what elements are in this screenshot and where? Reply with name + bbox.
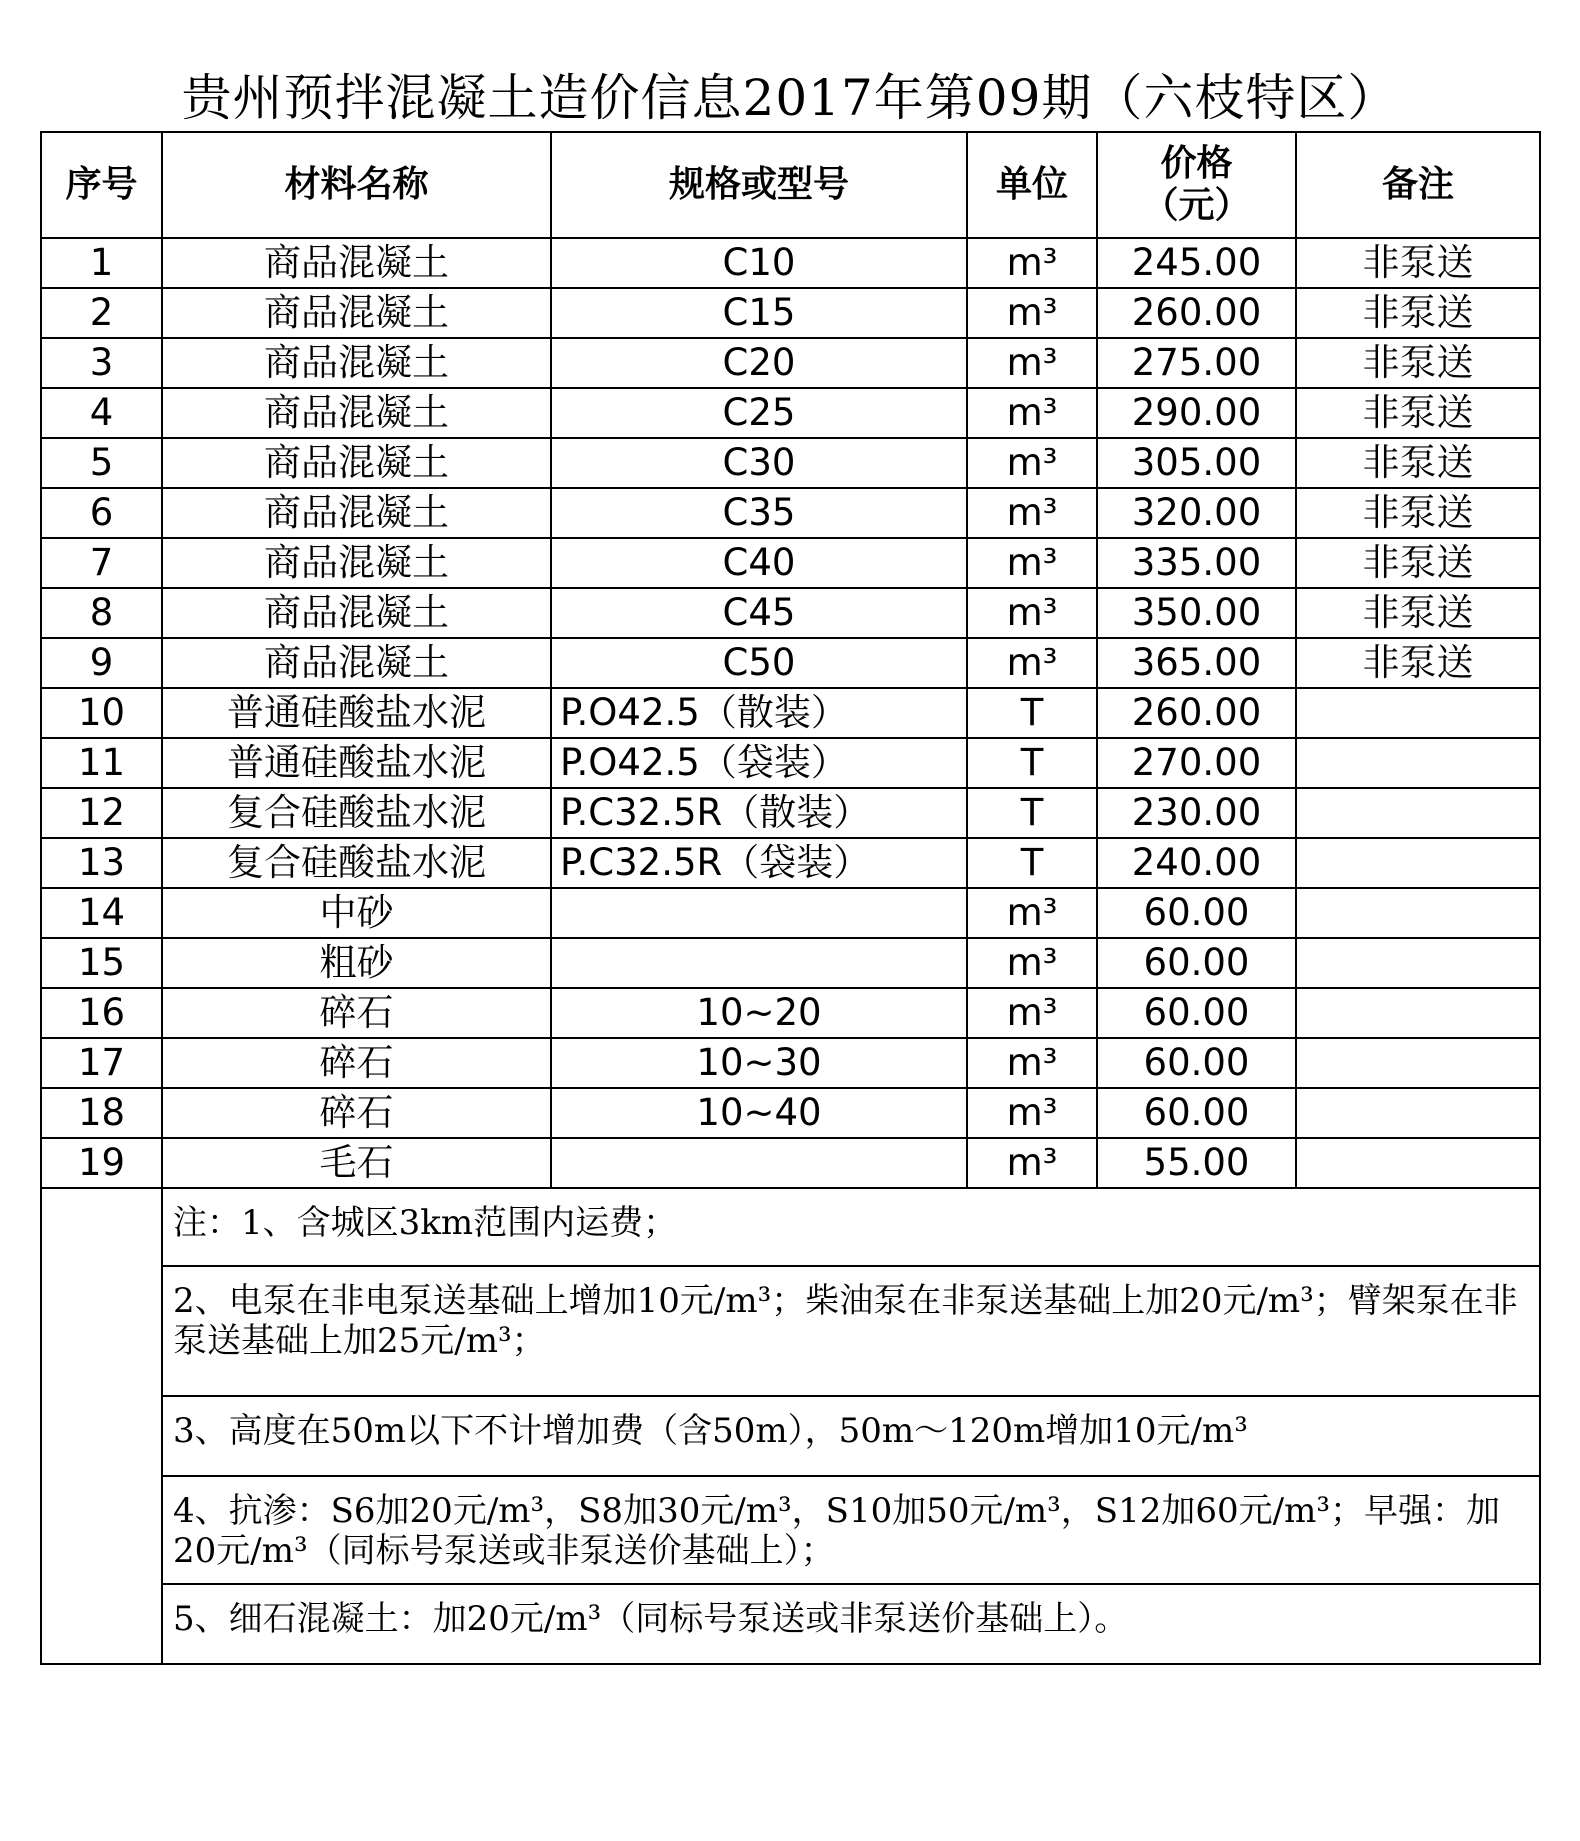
cell-seq: 2 xyxy=(41,288,162,338)
cell-unit: T xyxy=(967,788,1097,838)
table-row xyxy=(41,238,1540,288)
cell-remark xyxy=(1296,1038,1540,1088)
cell-name: 商品混凝土 xyxy=(162,538,551,588)
notes-spacer xyxy=(41,1188,162,1664)
cell-price: 240.00 xyxy=(1097,838,1296,888)
cell-remark: 非泵送 xyxy=(1296,338,1540,388)
cell-seq: 11 xyxy=(41,738,162,788)
cell-price: 335.00 xyxy=(1097,538,1296,588)
cell-price: 60.00 xyxy=(1097,1088,1296,1138)
cell-spec: P.O42.5（袋装） xyxy=(551,738,967,788)
cell-unit: m³ xyxy=(967,388,1097,438)
cell-remark: 非泵送 xyxy=(1296,588,1540,638)
table-row xyxy=(41,838,1540,888)
cell-unit: T xyxy=(967,688,1097,738)
header-seq: 序号 xyxy=(41,132,162,238)
cell-unit: m³ xyxy=(967,988,1097,1038)
cell-price: 55.00 xyxy=(1097,1138,1296,1188)
notes-cell xyxy=(162,1188,1540,1664)
cell-name: 普通硅酸盐水泥 xyxy=(162,688,551,738)
cell-unit: m³ xyxy=(967,588,1097,638)
cell-remark xyxy=(1296,688,1540,738)
header-price-line1: 价格 xyxy=(1160,143,1233,184)
cell-remark xyxy=(1296,838,1540,888)
table-row xyxy=(41,1138,1540,1188)
cell-seq: 14 xyxy=(41,888,162,938)
cell-spec: C45 xyxy=(551,588,967,638)
cell-name: 粗砂 xyxy=(162,938,551,988)
cell-name: 碎石 xyxy=(162,1088,551,1138)
cell-spec: C50 xyxy=(551,638,967,688)
cell-seq: 18 xyxy=(41,1088,162,1138)
cell-seq: 16 xyxy=(41,988,162,1038)
cell-name: 碎石 xyxy=(162,1038,551,1088)
note-5: 5、细石混凝土：加20元/m³（同标号泵送或非泵送价基础上）。 xyxy=(173,1599,1129,1639)
cell-price: 270.00 xyxy=(1097,738,1296,788)
table-row xyxy=(41,888,1540,938)
table-row xyxy=(41,338,1540,388)
table-row xyxy=(41,638,1540,688)
cell-price: 60.00 xyxy=(1097,988,1296,1038)
cell-spec: C10 xyxy=(551,238,967,288)
cell-price: 230.00 xyxy=(1097,788,1296,838)
cell-unit: T xyxy=(967,838,1097,888)
cell-remark: 非泵送 xyxy=(1296,288,1540,338)
cell-price: 350.00 xyxy=(1097,588,1296,638)
cell-remark: 非泵送 xyxy=(1296,488,1540,538)
cell-seq: 6 xyxy=(41,488,162,538)
cell-seq: 12 xyxy=(41,788,162,838)
cell-unit: T xyxy=(967,738,1097,788)
cell-price: 260.00 xyxy=(1097,688,1296,738)
cell-name: 商品混凝土 xyxy=(162,388,551,438)
cell-name: 复合硅酸盐水泥 xyxy=(162,788,551,838)
cell-seq: 9 xyxy=(41,638,162,688)
note-1: 注：1、含城区3km范围内运费； xyxy=(163,1189,1539,1267)
cell-unit: m³ xyxy=(967,638,1097,688)
table-row xyxy=(41,1088,1540,1138)
cell-spec xyxy=(551,888,967,938)
cell-remark: 非泵送 xyxy=(1296,538,1540,588)
cell-price: 60.00 xyxy=(1097,888,1296,938)
cell-spec: C25 xyxy=(551,388,967,438)
cell-name: 普通硅酸盐水泥 xyxy=(162,738,551,788)
cell-seq: 13 xyxy=(41,838,162,888)
cell-name: 商品混凝土 xyxy=(162,338,551,388)
header-price-line2: （元） xyxy=(1142,185,1251,226)
cell-spec xyxy=(551,1138,967,1188)
cell-spec: P.O42.5（散装） xyxy=(551,688,967,738)
cell-remark xyxy=(1296,938,1540,988)
cell-unit: m³ xyxy=(967,488,1097,538)
cell-spec: C40 xyxy=(551,538,967,588)
cell-seq: 5 xyxy=(41,438,162,488)
table-row xyxy=(41,588,1540,638)
cell-price: 60.00 xyxy=(1097,938,1296,988)
cell-unit: m³ xyxy=(967,888,1097,938)
cell-name: 中砂 xyxy=(162,888,551,938)
cell-spec: C20 xyxy=(551,338,967,388)
cell-spec: 10~40 xyxy=(551,1088,967,1138)
header-name: 材料名称 xyxy=(162,132,551,238)
header-row xyxy=(41,132,1540,238)
cell-spec: P.C32.5R（散装） xyxy=(551,788,967,838)
table-row xyxy=(41,488,1540,538)
cell-price: 320.00 xyxy=(1097,488,1296,538)
cell-name: 商品混凝土 xyxy=(162,488,551,538)
cell-spec: C15 xyxy=(551,288,967,338)
notes-row xyxy=(41,1188,1540,1664)
cell-spec: C30 xyxy=(551,438,967,488)
note-3: 3、高度在50m以下不计增加费（含50m），50m～120m增加10元/m³ xyxy=(163,1397,1539,1477)
table-row xyxy=(41,388,1540,438)
cell-seq: 15 xyxy=(41,938,162,988)
note-4: 4、抗渗：S6加20元/m³，S8加30元/m³，S10加50元/m³，S12加60元/m³；早强：加20元/m³（同标号泵送或非泵送价基础上）； xyxy=(163,1477,1539,1585)
cell-seq: 1 xyxy=(41,238,162,288)
cell-remark xyxy=(1296,1088,1540,1138)
table-row xyxy=(41,438,1540,488)
cell-remark xyxy=(1296,738,1540,788)
cell-price: 245.00 xyxy=(1097,238,1296,288)
cell-unit: m³ xyxy=(967,938,1097,988)
cell-remark: 非泵送 xyxy=(1296,388,1540,438)
cell-seq: 17 xyxy=(41,1038,162,1088)
cell-name: 商品混凝土 xyxy=(162,588,551,638)
table-row xyxy=(41,538,1540,588)
cell-remark: 非泵送 xyxy=(1296,238,1540,288)
document-title: 贵州预拌混凝土造价信息2017年第09期（六枝特区） xyxy=(181,69,1399,127)
cell-unit: m³ xyxy=(967,238,1097,288)
table-row xyxy=(41,288,1540,338)
cell-remark xyxy=(1296,988,1540,1038)
table-row xyxy=(41,938,1540,988)
cell-unit: m³ xyxy=(967,1088,1097,1138)
cell-seq: 3 xyxy=(41,338,162,388)
cell-unit: m³ xyxy=(967,1038,1097,1088)
cell-remark: 非泵送 xyxy=(1296,438,1540,488)
cell-unit: m³ xyxy=(967,438,1097,488)
cell-name: 商品混凝土 xyxy=(162,238,551,288)
cell-price: 290.00 xyxy=(1097,388,1296,438)
header-unit: 单位 xyxy=(967,132,1097,238)
cell-spec: C35 xyxy=(551,488,967,538)
cell-unit: m³ xyxy=(967,538,1097,588)
cell-seq: 8 xyxy=(41,588,162,638)
cell-name: 商品混凝土 xyxy=(162,638,551,688)
price-table xyxy=(40,131,1541,1665)
cell-spec: 10~20 xyxy=(551,988,967,1038)
cell-remark xyxy=(1296,1138,1540,1188)
header-spec: 规格或型号 xyxy=(551,132,967,238)
table-row xyxy=(41,738,1540,788)
cell-spec: 10~30 xyxy=(551,1038,967,1088)
cell-price: 60.00 xyxy=(1097,1038,1296,1088)
cell-remark xyxy=(1296,888,1540,938)
cell-price: 365.00 xyxy=(1097,638,1296,688)
cell-remark xyxy=(1296,788,1540,838)
cell-price: 260.00 xyxy=(1097,288,1296,338)
cell-spec: P.C32.5R（袋装） xyxy=(551,838,967,888)
cell-seq: 7 xyxy=(41,538,162,588)
table-row xyxy=(41,788,1540,838)
cell-seq: 4 xyxy=(41,388,162,438)
cell-name: 复合硅酸盐水泥 xyxy=(162,838,551,888)
cell-spec xyxy=(551,938,967,988)
cell-name: 碎石 xyxy=(162,988,551,1038)
cell-unit: m³ xyxy=(967,338,1097,388)
cell-price: 275.00 xyxy=(1097,338,1296,388)
table-row xyxy=(41,688,1540,738)
cell-unit: m³ xyxy=(967,288,1097,338)
cell-seq: 10 xyxy=(41,688,162,738)
cell-seq: 19 xyxy=(41,1138,162,1188)
header-price xyxy=(1097,132,1296,238)
cell-unit: m³ xyxy=(967,1138,1097,1188)
cell-name: 毛石 xyxy=(162,1138,551,1188)
cell-name: 商品混凝土 xyxy=(162,288,551,338)
cell-name: 商品混凝土 xyxy=(162,438,551,488)
note-2: 2、电泵在非电泵送基础上增加10元/m³；柴油泵在非泵送基础上加20元/m³；臂架泵在非泵送基础上加25元/m³； xyxy=(163,1267,1539,1397)
header-remark: 备注 xyxy=(1296,132,1540,238)
table-row xyxy=(41,1038,1540,1088)
cell-remark: 非泵送 xyxy=(1296,638,1540,688)
table-row xyxy=(41,988,1540,1038)
cell-price: 305.00 xyxy=(1097,438,1296,488)
